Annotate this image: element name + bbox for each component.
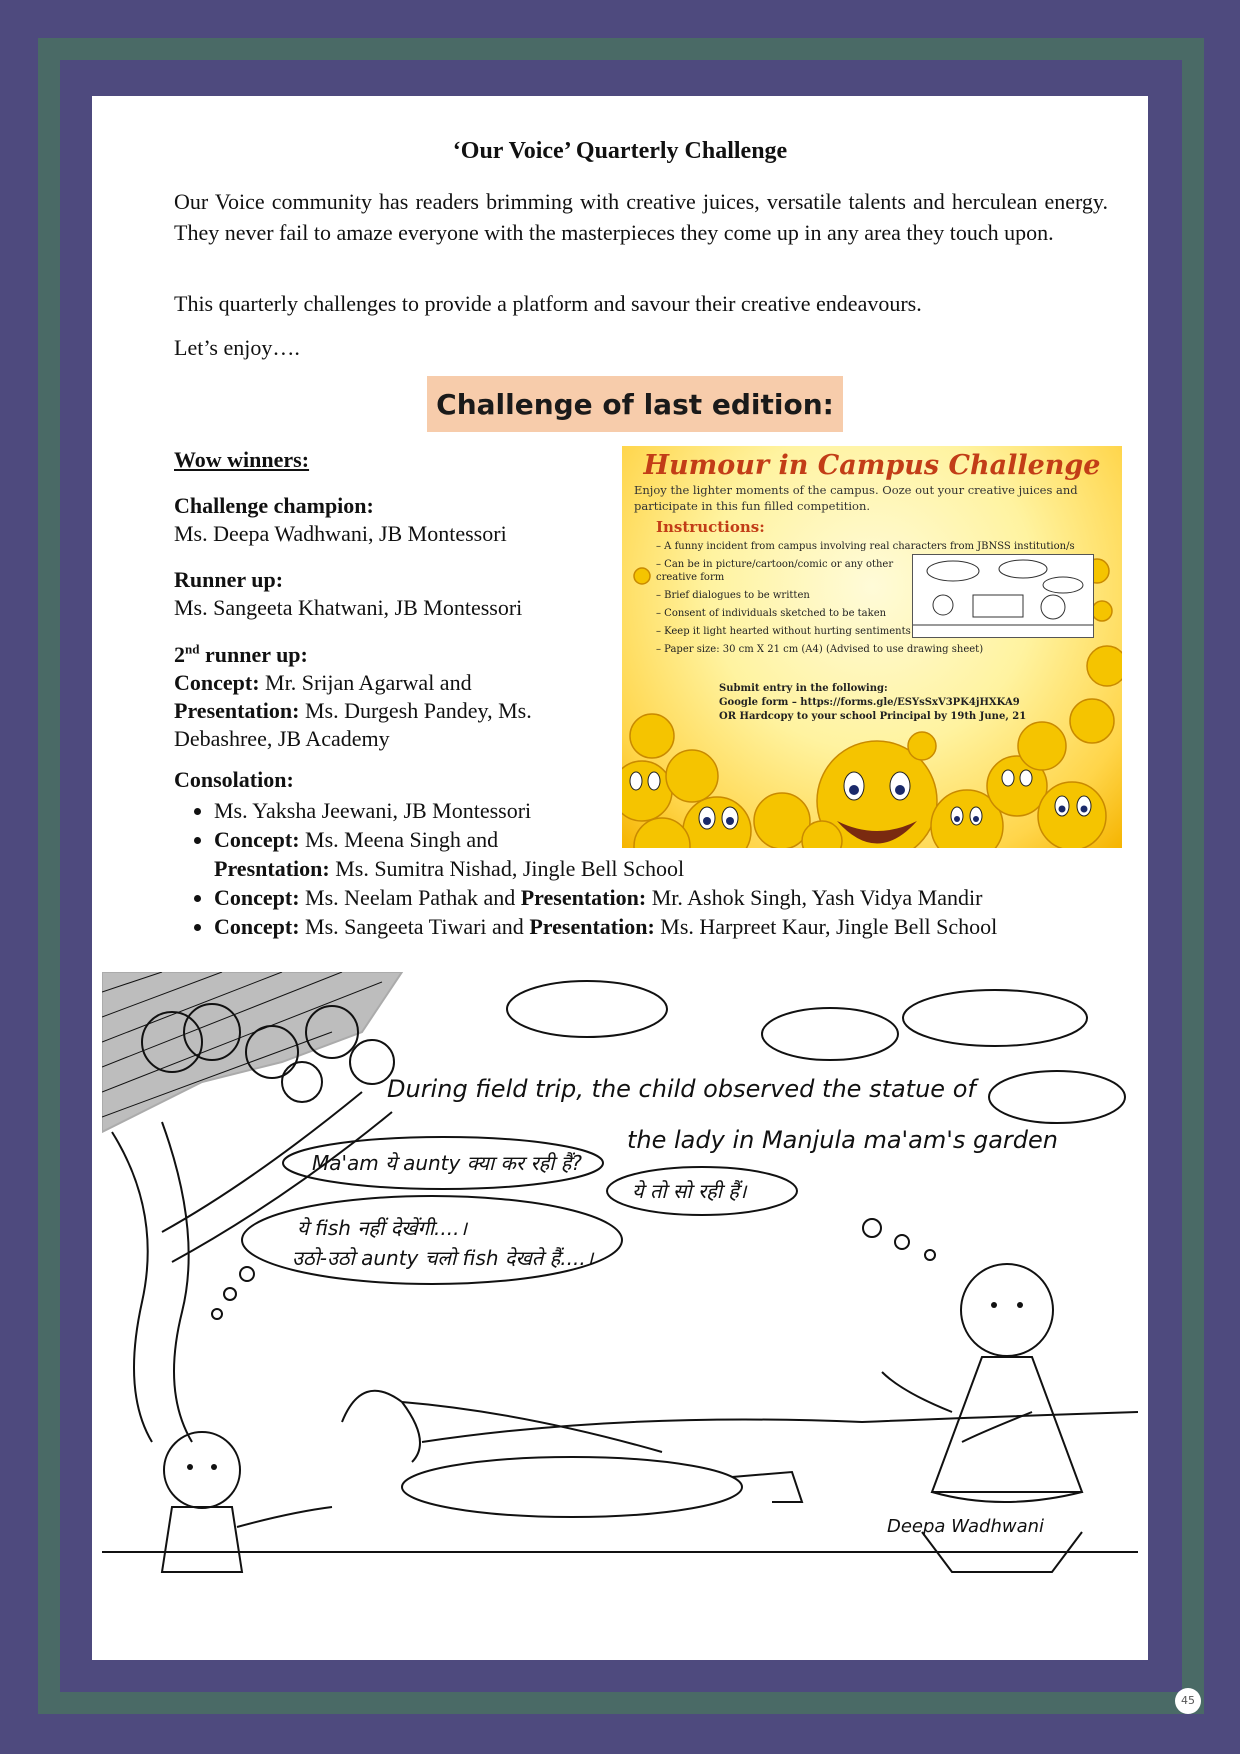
intro-paragraph: Our Voice community has readers brimming with creative juices, versatile talents and herculean energy. They never fail to amaze everyone with the masterpieces they come up in any area they touch upon.	[174, 189, 1108, 245]
winners-heading: Wow winners:	[174, 447, 310, 472]
speech-bubble-3b: उठो-उठो aunty चलो fish देखते हैं....।	[292, 1246, 594, 1270]
page-number: 45	[1175, 1688, 1201, 1714]
cartoon-drawing	[102, 972, 1138, 1584]
list-item: – Consent of individuals sketched to be taken	[656, 608, 887, 619]
champion-label: Challenge champion:	[174, 493, 374, 518]
challenge-poster	[622, 446, 1122, 848]
speech-bubble-2: ये तो सो रही हैं।	[632, 1179, 747, 1203]
cartoon-sketch-svg	[102, 972, 1138, 1584]
poster-instructions-label: Instructions:	[656, 518, 765, 536]
list-item: • Concept: Ms. Sangeeta Tiwari and Presentation: Ms. Harpreet Kaur, Jingle Bell School	[214, 912, 1154, 941]
cartoon-sketch	[913, 555, 1093, 637]
intro-paragraph-3: Let’s enjoy….	[174, 335, 300, 360]
champion-block	[174, 492, 507, 548]
list-item: • Concept: Ms. Neelam Pathak and Presentation: Mr. Ashok Singh, Yash Vidya Mandir	[214, 883, 1154, 912]
drawing-caption-2: the lady in Manjula ma'am's garden	[627, 1126, 1058, 1154]
consolation-label: Consolation:	[174, 767, 294, 792]
second-runner-up-label: 2nd runner up:	[174, 642, 308, 668]
list-item: – Keep it light hearted without hurting sentiments	[656, 626, 911, 637]
drawing-caption-1: During field trip, the child observed the statue of	[387, 1075, 976, 1103]
poster-instructions-list	[656, 540, 1075, 661]
champion-name: Ms. Deepa Wadhwani, JB Montessori	[174, 521, 507, 546]
speech-bubble-1: Ma'am ये aunty क्या कर रही हैं?	[312, 1151, 583, 1175]
poster-submit-info: Submit entry in the following: Google form – https://forms.gle/ESYsSxV3PK4jHXKA9 OR Hardcopy to your school Principal by 19th June, 21	[719, 683, 1027, 722]
page-title: ‘Our Voice’ Quarterly Challenge	[452, 138, 788, 164]
last-edition-banner: Challenge of last edition:	[427, 376, 843, 432]
list-item: – Brief dialogues to be written	[656, 590, 810, 601]
runner-up-label: Runner up:	[174, 567, 284, 592]
list-item: – Paper size: 30 cm X 21 cm (A4) (Advised to use drawing sheet)	[656, 644, 984, 655]
intro-paragraph-2: This quarterly challenges to provide a platform and savour their creative endeavours.	[174, 291, 922, 316]
artist-signature: Deepa Wadhwani	[887, 1516, 1045, 1537]
speech-bubble-3a: ये fish नहीं देखेंगी....।	[297, 1216, 468, 1240]
list-item: – Can be in picture/cartoon/comic or any other creative form	[656, 559, 894, 583]
page-content	[92, 96, 1148, 1660]
list-item: – A funny incident from campus involving real characters from JBNSS institution/s	[656, 541, 1075, 552]
runner-up-name: Ms. Sangeeta Khatwani, JB Montessori	[174, 595, 523, 620]
poster-intro: Enjoy the lighter moments of the campus. Ooze out your creative juices and participate in this fun filled competition.	[634, 483, 1078, 513]
list-item: • Ms. Yaksha Jeewani, JB Montessori	[214, 796, 1154, 825]
runner-up-block	[174, 566, 522, 622]
list-item: • Concept: Ms. Meena Singh and Presntation: Ms. Sumitra Nishad, Jingle Bell School	[214, 825, 1154, 883]
poster-cartoon-image	[912, 554, 1094, 638]
second-runner-up-block: 2nd runner up: Concept: Mr. Srijan Agarwal and Presentation: Ms. Durgesh Pandey, Ms. Debashree, JB Academy	[174, 642, 532, 752]
poster-title: Humour in Campus Challenge	[643, 450, 1101, 481]
